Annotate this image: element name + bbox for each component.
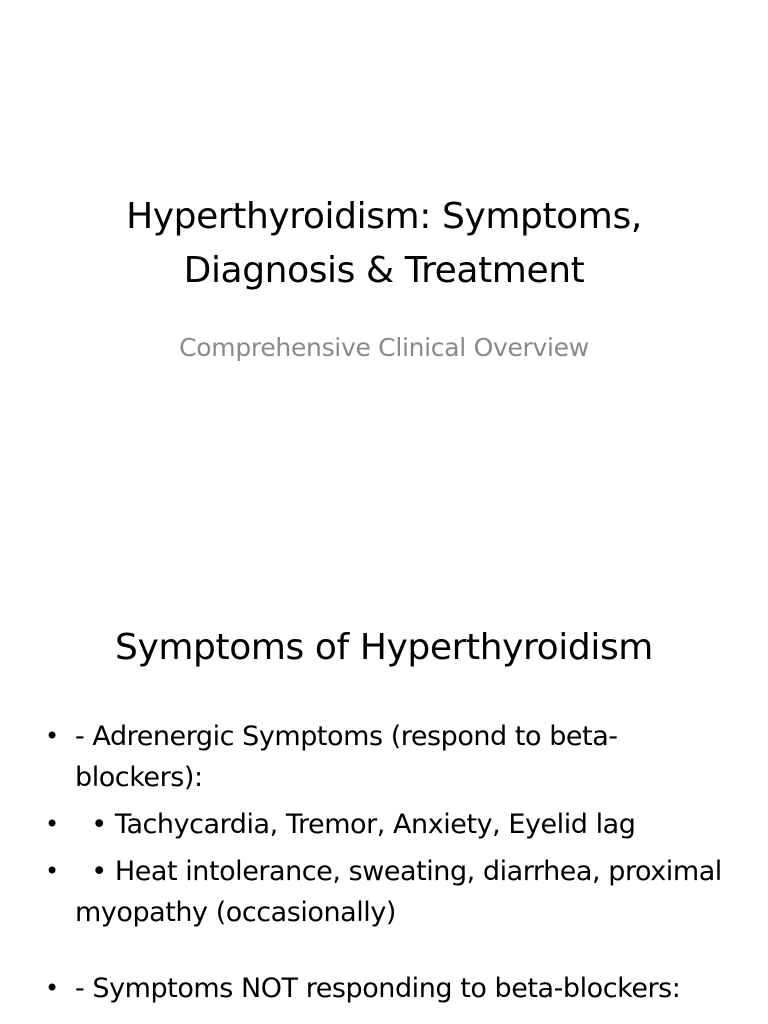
title-block [0,190,768,298]
bullet-icon: • [45,810,59,838]
list-item-text: - Symptoms NOT responding to beta-blockers: [75,973,681,1004]
list-item [0,968,768,1009]
bullet-icon: • [45,722,59,750]
main-title-line-1: Hyperthyroidism: Symptoms, [126,196,642,237]
list-item [0,851,768,933]
bullet-icon: • [45,857,59,885]
list-item-text: - Adrenergic Symptoms (respond to beta-blockers): [75,721,618,793]
list-item-text: • Heat intolerance, sweating, diarrhea, proximal myopathy (occasionally) [75,856,730,928]
list-item-text: • Tachycardia, Tremor, Anxiety, Eyelid lag [75,809,636,840]
bullet-icon: • [45,974,59,1002]
list-item [0,716,768,798]
section-heading: Symptoms of Hyperthyroidism [115,627,653,668]
list-item [0,804,768,845]
main-title-line-2: Diagnosis & Treatment [183,250,585,291]
subtitle: Comprehensive Clinical Overview [179,333,589,362]
symptom-bullet-list [0,716,768,1015]
main-title [0,190,768,298]
